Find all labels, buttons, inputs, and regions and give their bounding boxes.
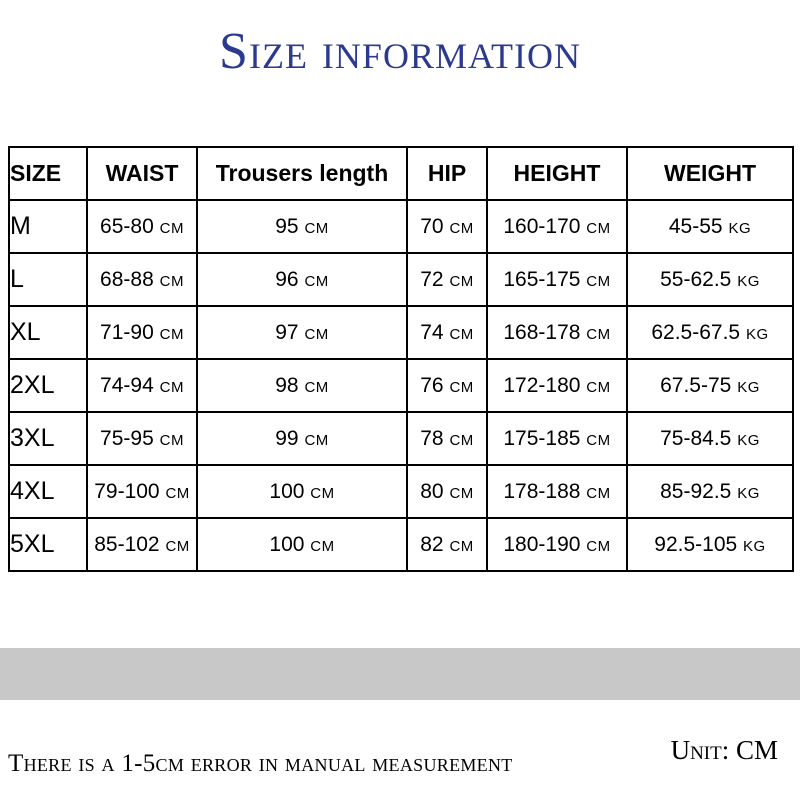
cell-trousers-value: 100 (269, 532, 305, 556)
cell-hip-value: 70 (420, 214, 444, 238)
cell-hip (407, 465, 487, 518)
cell-waist (87, 253, 197, 306)
cell-weight (627, 200, 793, 253)
cell-height (487, 200, 627, 253)
cell-trousers (197, 200, 407, 253)
cell-waist (87, 518, 197, 571)
cell-trousers (197, 306, 407, 359)
footer (0, 700, 800, 800)
cell-trousers-unit: CM (304, 325, 329, 343)
cell-height-value: 165-175 (503, 267, 581, 291)
column-header-size: SIZE (9, 147, 87, 200)
cell-height-value: 160-170 (503, 214, 581, 238)
cell-hip-unit: CM (449, 484, 474, 502)
cell-hip (407, 518, 487, 571)
cell-height-value: 178-188 (503, 479, 581, 503)
cell-trousers-unit: CM (304, 272, 329, 290)
cell-waist-value: 79-100 (94, 479, 160, 503)
cell-waist (87, 412, 197, 465)
cell-trousers (197, 465, 407, 518)
cell-weight-value: 62.5-67.5 (651, 320, 741, 344)
cell-size: 4XL (9, 465, 87, 518)
cell-weight-unit: KG (737, 431, 760, 449)
cell-height (487, 359, 627, 412)
cell-size: L (9, 253, 87, 306)
cell-size: M (9, 200, 87, 253)
cell-height-unit: CM (586, 219, 611, 237)
cell-hip-unit: CM (449, 272, 474, 290)
column-header-weight: WEIGHT (627, 147, 793, 200)
cell-trousers-value: 95 (275, 214, 299, 238)
cell-trousers-unit: CM (310, 537, 335, 555)
cell-weight-unit: KG (743, 537, 766, 555)
table-header (9, 147, 793, 200)
cell-hip-value: 72 (420, 267, 444, 291)
unit-label: Unit: CM (670, 735, 778, 765)
cell-size: XL (9, 306, 87, 359)
cell-weight-unit: KG (737, 272, 760, 290)
cell-hip (407, 412, 487, 465)
cell-waist-unit: CM (165, 484, 190, 502)
cell-waist-value: 74-94 (100, 373, 154, 397)
table-row (9, 518, 793, 571)
cell-height-unit: CM (586, 272, 611, 290)
page-title: Size information (219, 23, 581, 80)
cell-height-unit: CM (586, 325, 611, 343)
cell-waist (87, 306, 197, 359)
cell-waist-value: 75-95 (100, 426, 154, 450)
size-table (8, 146, 794, 572)
cell-hip-value: 80 (420, 479, 444, 503)
cell-weight (627, 253, 793, 306)
table-row (9, 359, 793, 412)
cell-hip-unit: CM (449, 325, 474, 343)
cell-trousers-value: 99 (275, 426, 299, 450)
cell-trousers (197, 412, 407, 465)
cell-waist-unit: CM (159, 325, 184, 343)
cell-size: 3XL (9, 412, 87, 465)
cell-height-unit: CM (586, 484, 611, 502)
cell-height (487, 306, 627, 359)
cell-weight-unit: KG (737, 484, 760, 502)
column-header-waist: WAIST (87, 147, 197, 200)
cell-hip-unit: CM (449, 219, 474, 237)
table-row (9, 253, 793, 306)
measurement-error-note: There is a 1-5cm error in manual measurement (8, 750, 513, 777)
cell-waist (87, 359, 197, 412)
cell-trousers-unit: CM (304, 219, 329, 237)
cell-weight-unit: KG (737, 378, 760, 396)
cell-hip (407, 253, 487, 306)
cell-hip (407, 359, 487, 412)
cell-hip-value: 82 (420, 532, 444, 556)
cell-trousers-unit: CM (310, 484, 335, 502)
cell-weight-value: 75-84.5 (660, 426, 732, 450)
cell-trousers-value: 97 (275, 320, 299, 344)
cell-size: 5XL (9, 518, 87, 571)
cell-weight (627, 465, 793, 518)
table-row (9, 200, 793, 253)
cell-hip-value: 78 (420, 426, 444, 450)
cell-weight-value: 92.5-105 (654, 532, 738, 556)
cell-trousers-value: 98 (275, 373, 299, 397)
cell-trousers (197, 253, 407, 306)
cell-trousers (197, 359, 407, 412)
cell-height-value: 172-180 (503, 373, 581, 397)
cell-hip-unit: CM (449, 537, 474, 555)
cell-height (487, 412, 627, 465)
cell-weight-value: 67.5-75 (660, 373, 732, 397)
cell-trousers-unit: CM (304, 431, 329, 449)
cell-trousers (197, 518, 407, 571)
cell-waist-unit: CM (159, 378, 184, 396)
cell-weight-value: 55-62.5 (660, 267, 732, 291)
cell-trousers-value: 96 (275, 267, 299, 291)
cell-hip (407, 200, 487, 253)
cell-weight (627, 306, 793, 359)
cell-height (487, 253, 627, 306)
cell-waist (87, 200, 197, 253)
cell-height (487, 465, 627, 518)
cell-height-value: 168-178 (503, 320, 581, 344)
cell-hip (407, 306, 487, 359)
column-header-height: HEIGHT (487, 147, 627, 200)
cell-weight (627, 412, 793, 465)
cell-weight-unit: KG (728, 219, 752, 237)
cell-waist (87, 465, 197, 518)
size-table-container (8, 146, 792, 572)
cell-hip-value: 74 (420, 320, 444, 344)
cell-trousers-value: 100 (269, 479, 305, 503)
cell-height (487, 518, 627, 571)
table-row (9, 465, 793, 518)
cell-trousers-unit: CM (304, 378, 329, 396)
cell-weight-value: 45-55 (668, 214, 723, 238)
cell-height-unit: CM (586, 431, 611, 449)
cell-waist-unit: CM (159, 219, 184, 237)
gray-divider-band (0, 648, 800, 700)
cell-hip-unit: CM (449, 378, 474, 396)
cell-waist-unit: CM (159, 431, 184, 449)
cell-weight (627, 518, 793, 571)
cell-height-unit: CM (586, 537, 611, 555)
cell-weight (627, 359, 793, 412)
cell-waist-value: 65-80 (100, 214, 154, 238)
column-header-trousers-length: Trousers length (197, 147, 407, 200)
cell-waist-value: 71-90 (100, 320, 154, 344)
cell-weight-unit: KG (745, 325, 769, 343)
cell-waist-unit: CM (159, 272, 184, 290)
table-row (9, 412, 793, 465)
table-body (9, 200, 793, 571)
column-header-hip: HIP (407, 147, 487, 200)
table-header-row (9, 147, 793, 200)
table-row (9, 306, 793, 359)
cell-hip-value: 76 (420, 373, 444, 397)
cell-waist-unit: CM (165, 537, 190, 555)
cell-height-value: 175-185 (503, 426, 581, 450)
cell-size: 2XL (9, 359, 87, 412)
cell-height-unit: CM (586, 378, 611, 396)
cell-weight-value: 85-92.5 (660, 479, 732, 503)
cell-height-value: 180-190 (503, 532, 581, 556)
cell-hip-unit: CM (449, 431, 474, 449)
cell-waist-value: 68-88 (100, 267, 154, 291)
cell-waist-value: 85-102 (94, 532, 160, 556)
